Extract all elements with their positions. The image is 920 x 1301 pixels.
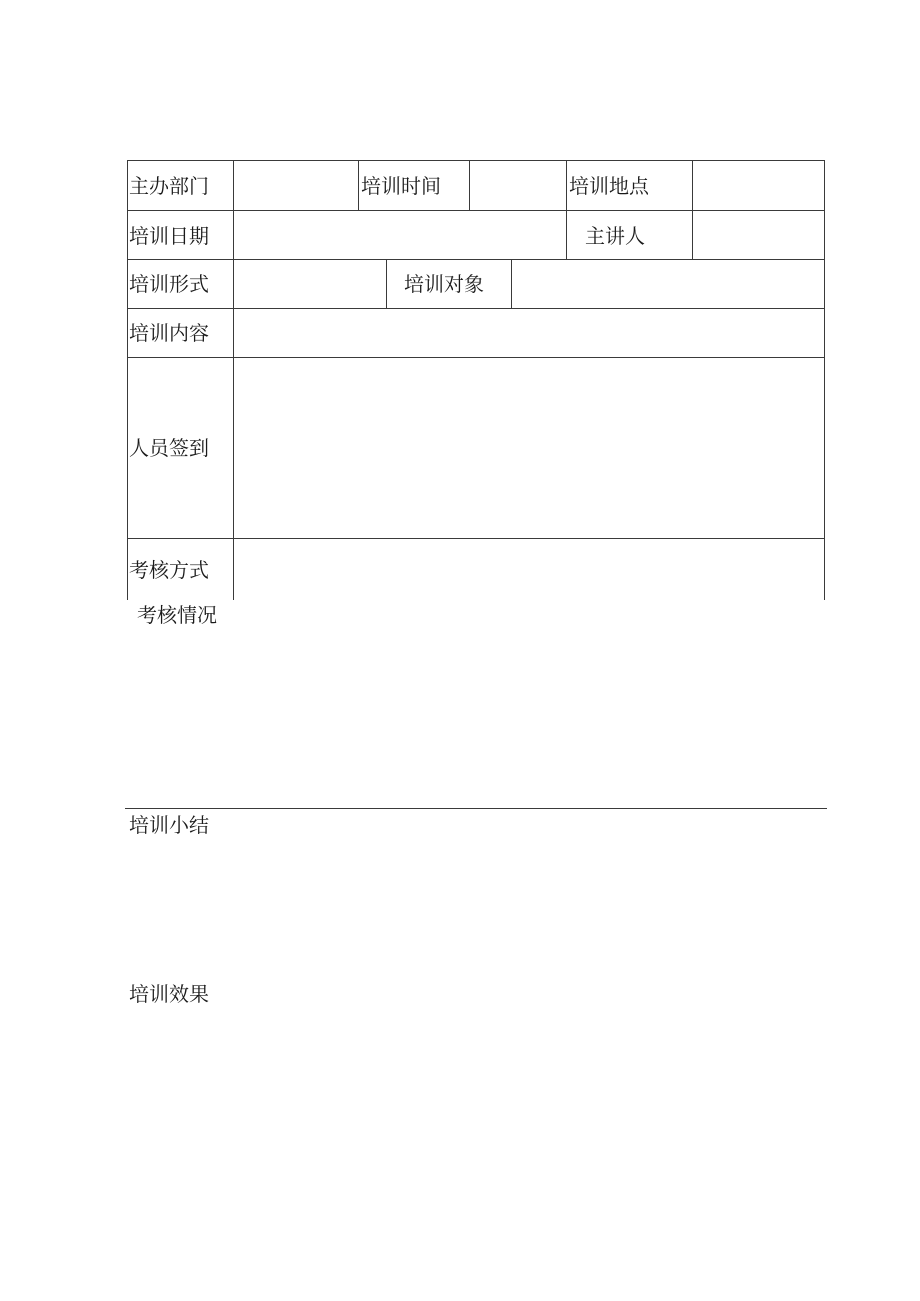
training-time-label: 培训时间: [361, 174, 441, 198]
row1-divider-c: [566, 160, 567, 259]
training-date-label: 培训日期: [129, 224, 209, 248]
training-format-label: 培训形式: [129, 272, 209, 296]
assessment-bottom-border: [125, 808, 827, 809]
training-content-value-cell[interactable]: [234, 309, 824, 357]
training-audience-value-cell[interactable]: [512, 260, 824, 308]
table-right-border: [824, 160, 825, 600]
training-effect-label: 培训效果: [129, 982, 209, 1006]
training-date-value-cell[interactable]: [234, 211, 566, 259]
training-effect-area[interactable]: [127, 1010, 825, 1210]
host-department-label: 主办部门: [129, 174, 209, 198]
assessment-method-label: 考核方式: [129, 558, 209, 582]
host-department-value-cell[interactable]: [234, 161, 358, 210]
training-content-label: 培训内容: [129, 321, 209, 345]
training-summary-label: 培训小结: [129, 813, 209, 837]
row1-divider-a: [358, 160, 359, 210]
speaker-value-cell[interactable]: [693, 211, 824, 259]
training-place-label: 培训地点: [569, 174, 649, 198]
training-time-value-cell[interactable]: [470, 161, 566, 210]
attendee-signin-value-cell[interactable]: [234, 358, 824, 538]
speaker-label: 主讲人: [585, 224, 645, 248]
assessment-status-label: 考核情况: [137, 603, 217, 627]
training-place-value-cell[interactable]: [693, 161, 824, 210]
training-summary-area[interactable]: [127, 840, 825, 976]
table-left-border: [127, 160, 128, 600]
row3-divider-a: [386, 259, 387, 308]
training-format-value-cell[interactable]: [234, 260, 386, 308]
training-audience-label: 培训对象: [404, 272, 484, 296]
attendee-signin-label: 人员签到: [129, 436, 209, 460]
assessment-status-area[interactable]: [127, 630, 825, 806]
assessment-method-value-cell[interactable]: [234, 539, 824, 600]
